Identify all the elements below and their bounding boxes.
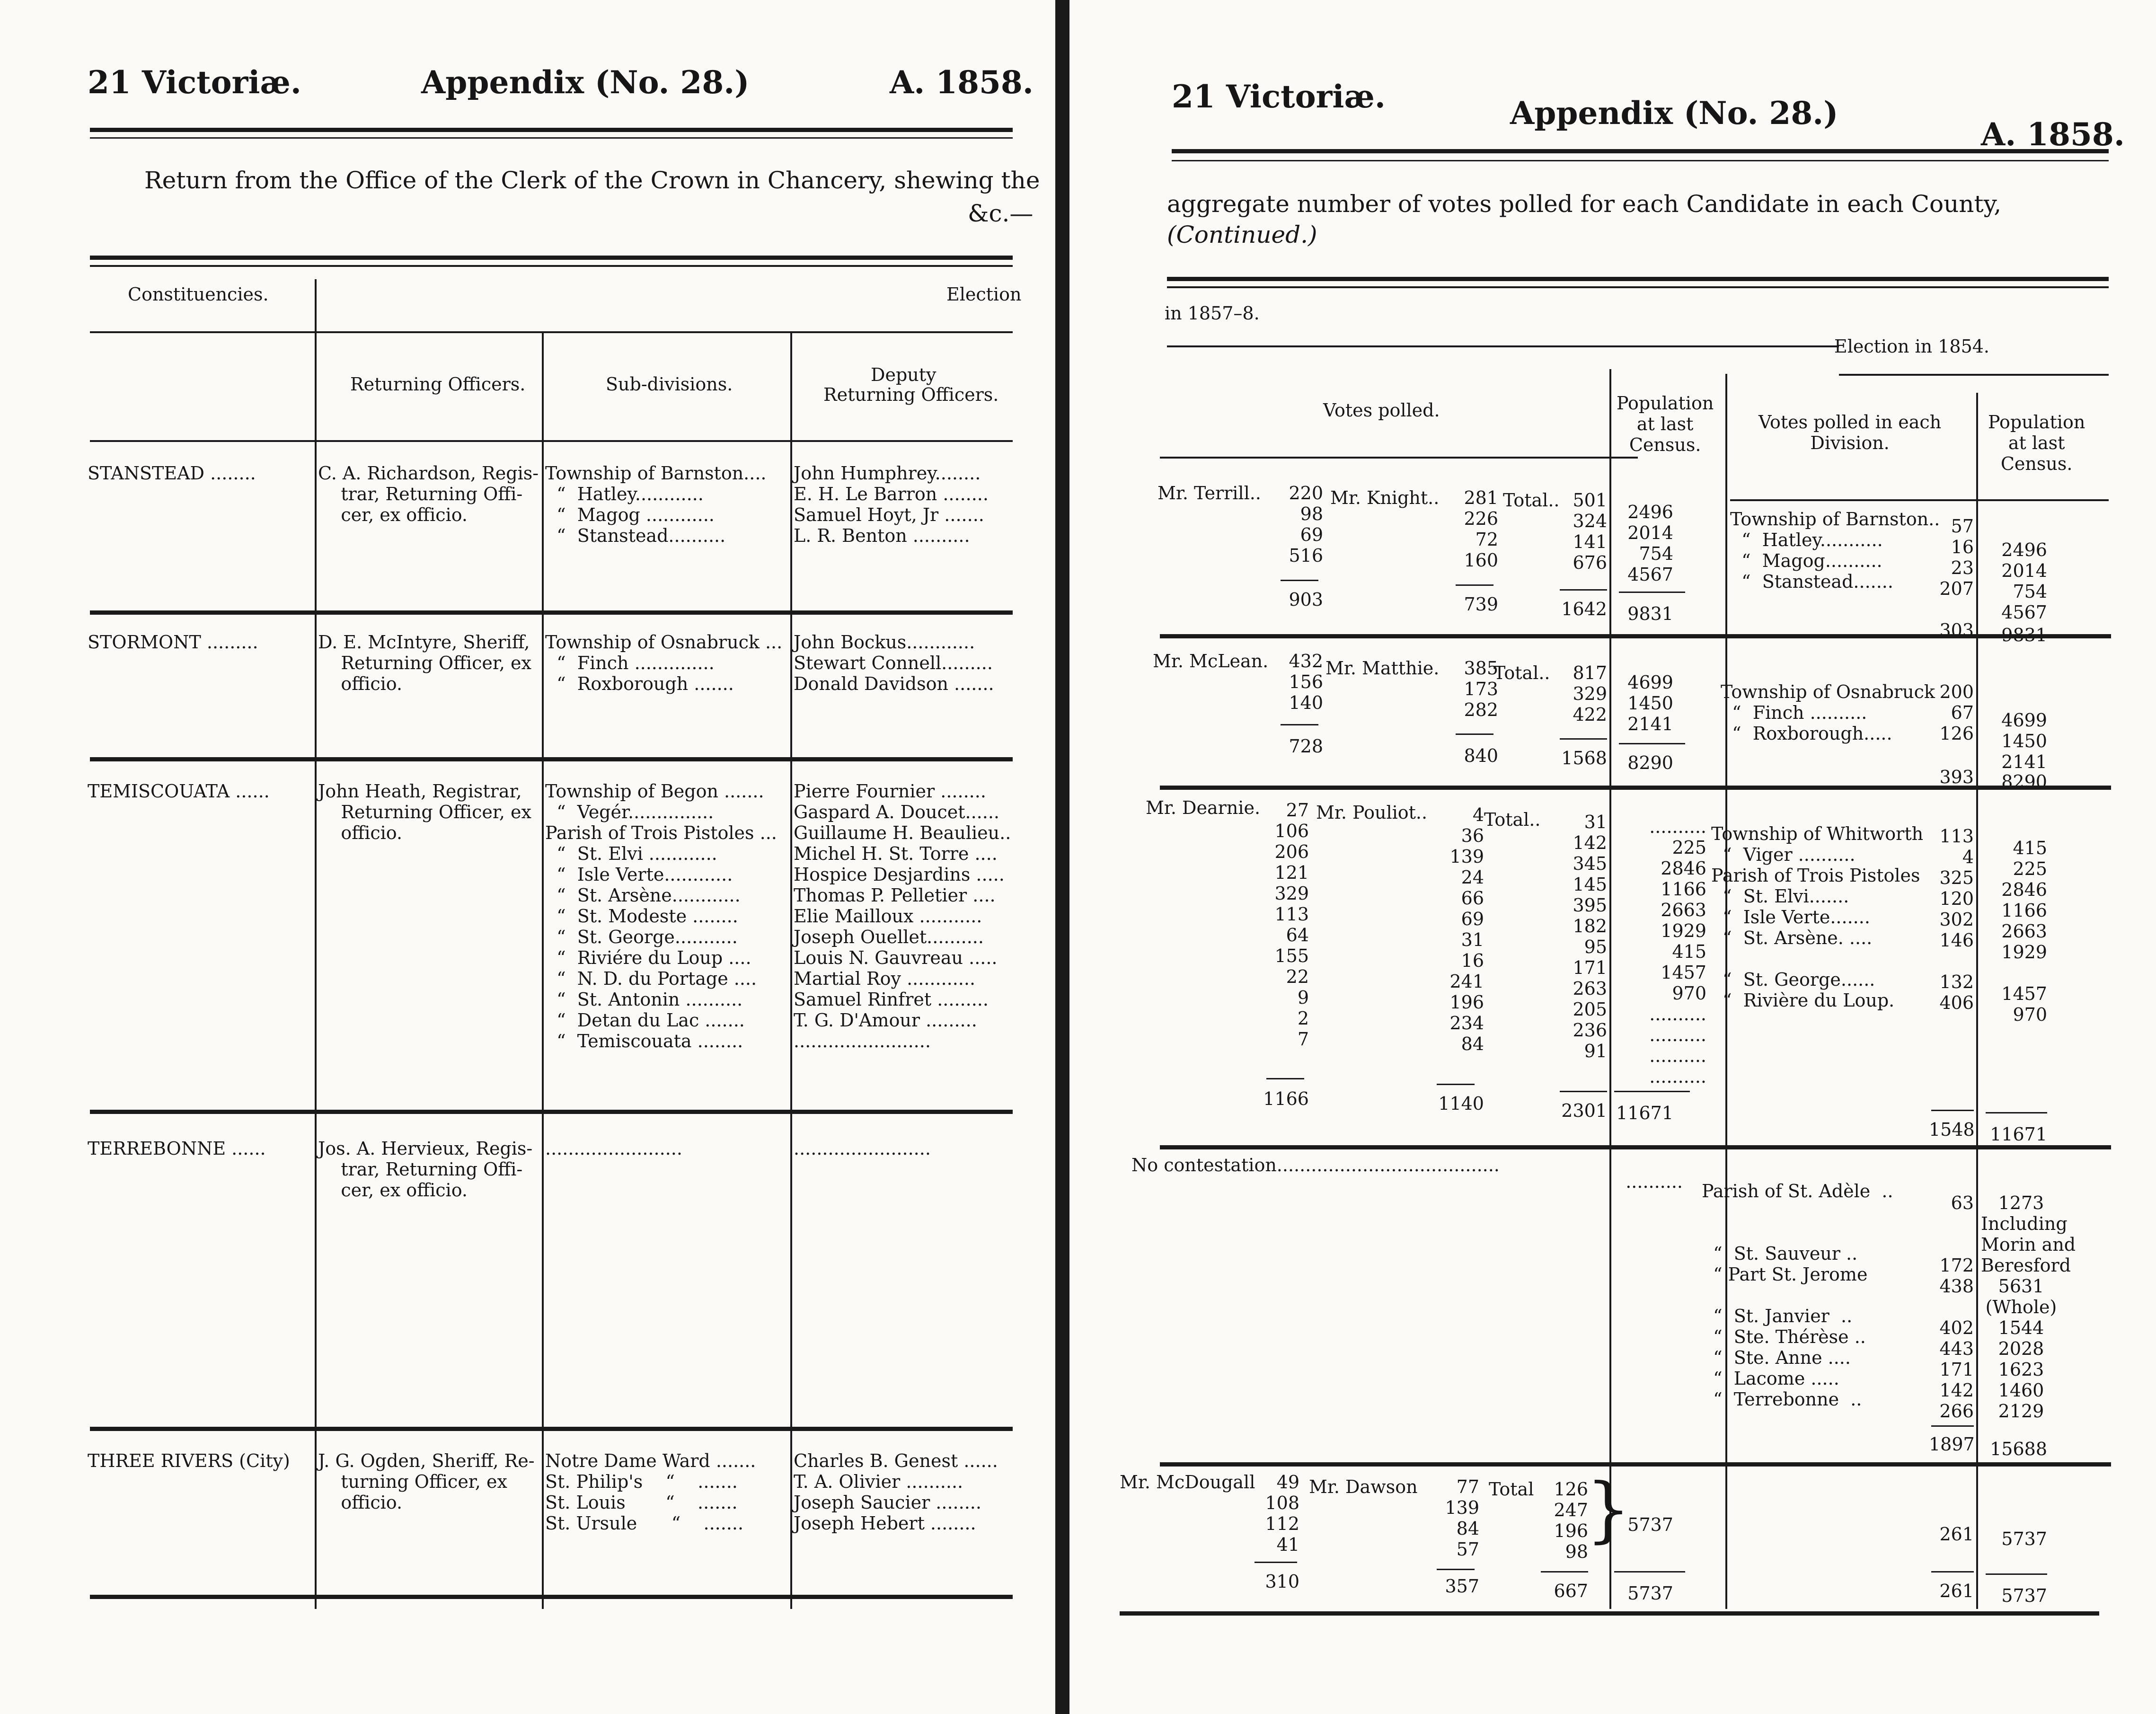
candidate-1-name: Mr. Dearnie. [1146, 797, 1261, 818]
section-rule [1160, 1462, 2111, 1467]
population-1854-total: 15688 [1990, 1439, 2047, 1459]
election-1854-heading: Election in 1854. [1834, 336, 1990, 357]
intro-line-1: aggregate number of votes polled for each Candidate in each County, [1167, 190, 2002, 218]
candidate-1-name: Mr. McLean. [1153, 651, 1269, 671]
candidate-2-total: 1140 [1438, 1093, 1484, 1114]
row-totals: 126 247 196 98 [1554, 1479, 1588, 1562]
sum-rule [1541, 1571, 1588, 1573]
votes-polled-heading: Votes polled. [1323, 400, 1440, 421]
candidate-2-votes: 4 36 139 24 66 69 31 16 241 196 234 84 [1449, 804, 1484, 1054]
deputy-list: John Humphrey........ E. H. Le Barron ........ Samuel Hoyt, Jr ....... L. R. Benton .......... [794, 463, 989, 546]
total-label: Total.. [1493, 663, 1550, 683]
sum-rule [1456, 584, 1493, 586]
division-votes: 57 16 23 207 [1939, 516, 1974, 599]
population-total: 11671 [1616, 1103, 1673, 1123]
candidate-1-total: 1166 [1263, 1088, 1309, 1109]
grand-total: 1568 [1561, 748, 1607, 769]
population-1854: 1273 Including Morin and Beresford 5631 (Whole) 1544 2028 1623 1460 2129 [1981, 1193, 2076, 1422]
population-1854-total: 11671 [1990, 1124, 2047, 1145]
division-votes: 200 67 126 [1939, 681, 1974, 744]
appendix-header: Appendix (No. 28.) [1510, 95, 1838, 132]
population-heading-2: Population at last Census. [1988, 412, 2085, 474]
constituency-name: STORMONT ......... [88, 632, 258, 653]
sum-rule [1255, 1562, 1297, 1563]
year-header: A. 1858. [1981, 116, 2125, 153]
returning-officer: Jos. A. Hervieux, Regis- trar, Returning Offi- cer, ex officio. [318, 1138, 533, 1201]
grand-total: 2301 [1561, 1100, 1607, 1121]
deputy-list: John Bockus............ Stewart Connell......... Donald Davidson ....... [794, 632, 994, 694]
sum-rule [1619, 743, 1685, 744]
sum-rule [1437, 1569, 1475, 1570]
subdivision-list: ........................ [545, 1138, 682, 1159]
year-label: in 1857–8. [1165, 303, 1260, 324]
division-votes: 113 4 325 120 302 146 132 406 [1939, 826, 1974, 1013]
constituencies-heading: Constituencies. [128, 284, 269, 305]
total-label: Total [1489, 1479, 1534, 1500]
sum-rule [1931, 1425, 1974, 1427]
grand-total: 667 [1554, 1581, 1588, 1601]
section-rule [90, 757, 1013, 761]
section-rule [90, 1110, 1013, 1114]
returning-officer: C. A. Richardson, Regis- trar, Returning Offi- cer, ex officio. [318, 463, 539, 525]
population-1854: 5737 [2001, 1528, 2047, 1549]
intro-line-2: (Continued.) [1167, 221, 1317, 248]
candidate-1-votes: 27 106 206 121 329 113 64 155 22 9 2 7 [1274, 800, 1309, 1050]
year-header: A. 1858. [890, 64, 1034, 101]
votes-each-division-heading: Votes polled in each Division. [1758, 412, 1942, 453]
candidate-1-name: Mr. McDougall [1120, 1472, 1255, 1493]
column-divider-3 [790, 331, 792, 1609]
population-values: 5737 [1627, 1514, 1673, 1535]
sum-rule [1560, 738, 1607, 740]
sum-rule [1619, 592, 1685, 593]
candidate-2-name: Mr. Pouliot.. [1316, 802, 1428, 823]
division-list: Township of Osnabruck “ Finch .......... “ Roxborough..... [1721, 681, 1935, 744]
candidate-2-total: 357 [1445, 1576, 1479, 1597]
population-total: 9831 [1627, 603, 1673, 624]
sum-rule [1456, 733, 1493, 735]
table-bottom-rule [90, 1595, 1013, 1599]
subdivision-list: Township of Begon ....... “ Vegér............... Parish of Trois Pistoles ... “ St. Elvi ............ “ Isle Verte............ “ St. Arsène............ “ St. Modeste ........ “ St. George........... “ Riviére du Loup .... “ N. D. du Portage .... “ St. Antonin .......... “ Detan du Lac ....... “ Temiscouata ........ [545, 781, 777, 1051]
sum-rule [1437, 1084, 1475, 1085]
division-total: 393 [1939, 767, 1974, 787]
sum-rule [1931, 1110, 1974, 1111]
total-label: Total.. [1484, 809, 1541, 830]
column-divider-2 [542, 331, 544, 1609]
subdivision-list: Notre Dame Ward ....... St. Philip's “ ....... St. Louis “ ....... St. Ursule “ ....... [545, 1450, 756, 1534]
session-header: 21 Victoriæ. [1172, 78, 1386, 115]
candidate-2-name: Mr. Dawson [1309, 1476, 1418, 1497]
appendix-header: Appendix (No. 28.) [421, 64, 750, 101]
population-1854-total: 5737 [2001, 1585, 2047, 1606]
candidate-2-name: Mr. Matthie. [1325, 658, 1440, 679]
subdivision-list: Township of Barnston.... “ Hatley............ “ Magog ............ “ Stanstead.......... [545, 463, 767, 546]
division-total: 1897 [1929, 1434, 1975, 1455]
table-top-rule [90, 256, 1013, 260]
candidate-2-total: 840 [1464, 745, 1498, 766]
heading-rule-left [1167, 345, 1839, 347]
intro-line-1: Return from the Office of the Clerk of the Crown in Chancery, shewing the [144, 167, 1040, 194]
candidate-1-total: 310 [1265, 1571, 1299, 1592]
intro-line-2: &c.— [968, 200, 1034, 227]
section-rule [90, 610, 1013, 615]
section-rule [90, 1427, 1013, 1431]
population-1854-total: 9831 [2001, 625, 2047, 645]
population-total: 5737 [1627, 1583, 1673, 1604]
deputy-list: Pierre Fournier ........ Gaspard A. Doucet...... Guillaume H. Beaulieu.. Michel H. St. Torre .... Hospice Desjardins ..... Thomas P. Pelletier .... Elie Mailloux ........... Joseph Ouellet.......... Louis N. Gauvreau ..... Martial Roy ............ Samuel Rinfret ......... T. G. D'Amour ......... ........................ [794, 781, 1011, 1051]
header-rule-thin [90, 137, 1013, 139]
row-totals: 31 142 345 145 395 182 95 171 263 205 236 91 [1573, 812, 1607, 1061]
division-votes: 63 172 438 402 443 171 142 266 [1939, 1193, 1974, 1422]
column-divider-1 [1609, 369, 1611, 1609]
constituency-name: THREE RIVERS (City) [88, 1450, 290, 1471]
left-page [0, 0, 1055, 1714]
header-rule [90, 128, 1013, 132]
subheading-rule-right [1730, 499, 2109, 501]
candidate-2-votes: 385 173 282 [1464, 658, 1498, 720]
population-heading: Population at last Census. [1617, 393, 1714, 455]
session-header: 21 Victoriæ. [88, 64, 301, 101]
sum-rule [1614, 1091, 1690, 1092]
population-1854: 2496 2014 754 4567 [2001, 539, 2047, 623]
candidate-1-votes: 49 108 112 41 [1265, 1472, 1299, 1555]
grand-total: 1642 [1561, 599, 1607, 619]
candidate-2-total: 739 [1464, 594, 1498, 615]
division-total: 1548 [1929, 1119, 1975, 1140]
election-heading: Election [946, 284, 1022, 305]
subdivisions-heading: Sub-divisions. [606, 374, 733, 395]
header-rule-thin [1172, 160, 2109, 161]
brace-icon: } [1586, 1468, 1631, 1551]
population-values: 4699 1450 2141 [1627, 672, 1673, 734]
sum-rule [1986, 1573, 2047, 1575]
constituency-name: STANSTEAD ........ [88, 463, 256, 484]
population-values: .......... [1626, 1171, 1683, 1192]
column-divider-1 [315, 279, 317, 1609]
row-totals: 501 324 141 676 [1573, 490, 1607, 573]
header-rule [1172, 149, 2109, 153]
subdivision-list: Township of Osnabruck ... “ Finch .............. “ Roxborough ....... [545, 632, 783, 694]
sum-rule [1986, 1112, 2047, 1113]
heading-rule [90, 331, 1013, 333]
population-1854-total: 8290 [2001, 771, 2047, 792]
deputy-list: ........................ [794, 1138, 931, 1159]
population-values: 2496 2014 754 4567 [1627, 502, 1673, 585]
table-top-rule-2 [90, 265, 1013, 267]
population-1854: 4699 1450 2141 [2001, 710, 2047, 772]
table-top-rule-2 [1167, 286, 2109, 288]
population-1854: 415 225 2846 1166 2663 1929 1457 970 [2001, 838, 2047, 1025]
section-rule [1160, 634, 2111, 638]
returning-officer: J. G. Ogden, Sheriff, Re- turning Officer, ex officio. [318, 1450, 535, 1513]
candidate-1-total: 728 [1289, 736, 1323, 757]
section-rule [1160, 1145, 2111, 1149]
sum-rule [1281, 580, 1318, 581]
table-bottom-rule [1120, 1611, 2099, 1616]
division-list: Township of Whitworth “ Viger .......... Parish of Trois Pistoles “ St. Elvi....... “ Isle Verte....... “ St. Arsène. .... “ St. George...... “ Rivière du Loup. [1711, 823, 1924, 1011]
candidate-1-name: Mr. Terrill.. [1158, 483, 1261, 504]
no-contestation: No contestation....................................... [1131, 1155, 1500, 1175]
candidate-1-votes: 220 98 69 516 [1289, 483, 1323, 566]
row-totals: 817 329 422 [1573, 663, 1607, 725]
sum-rule [1266, 1078, 1304, 1079]
sum-rule [1931, 1571, 1974, 1573]
returning-officers-heading: Returning Officers. [350, 374, 526, 395]
section-rule [1160, 786, 2111, 790]
sum-rule [1281, 724, 1318, 725]
sum-rule [1614, 1571, 1685, 1573]
division-list: Parish of St. Adèle .. “ St. Sauveur .. “ Part St. Jerome “ St. Janvier .. “ Ste. Thérèse .. “ Ste. Anne .... “ Lacome ..... “ Terrebonne .. [1702, 1181, 1893, 1410]
sum-rule [1560, 1091, 1607, 1092]
returning-officer: John Heath, Registrar, Returning Officer, ex officio. [318, 781, 531, 843]
candidate-1-votes: 432 156 140 [1289, 651, 1323, 713]
returning-officer: D. E. McIntyre, Sheriff, Returning Officer, ex officio. [318, 632, 531, 694]
constituency-name: TERREBONNE ...... [88, 1138, 266, 1159]
total-label: Total.. [1503, 490, 1560, 511]
deputy-list: Charles B. Genest ...... T. A. Olivier .......... Joseph Saucier ........ Joseph Hebert ........ [794, 1450, 998, 1534]
constituency-name: TEMISCOUATA ...... [88, 781, 270, 802]
population-total: 8290 [1627, 752, 1673, 773]
division-total: 303 [1939, 620, 1974, 641]
subheading-rule [90, 440, 1013, 442]
sum-rule [1560, 589, 1607, 591]
division-votes: 261 [1939, 1524, 1974, 1545]
population-values: .......... 225 2846 1166 2663 1929 415 1457 970 .......... .......... .......... .......... [1649, 816, 1706, 1087]
candidate-2-name: Mr. Knight.. [1330, 487, 1440, 508]
heading-rule-right [1839, 374, 2109, 376]
candidate-1-total: 903 [1289, 589, 1323, 610]
column-divider-3 [1976, 393, 1978, 1609]
candidate-2-votes: 77 139 84 57 [1445, 1476, 1479, 1560]
deputy-heading-1: Deputy [871, 364, 937, 385]
subheading-rule-left [1160, 457, 1638, 459]
right-page [1058, 0, 2156, 1714]
division-list: Township of Barnston.. “ Hatley........... “ Magog.......... “ Stanstead....... [1730, 509, 1940, 592]
table-top-rule [1167, 277, 2109, 281]
division-total: 261 [1939, 1581, 1974, 1601]
candidate-2-votes: 281 226 72 160 [1464, 487, 1498, 571]
deputy-heading-2: Returning Officers. [823, 384, 999, 405]
